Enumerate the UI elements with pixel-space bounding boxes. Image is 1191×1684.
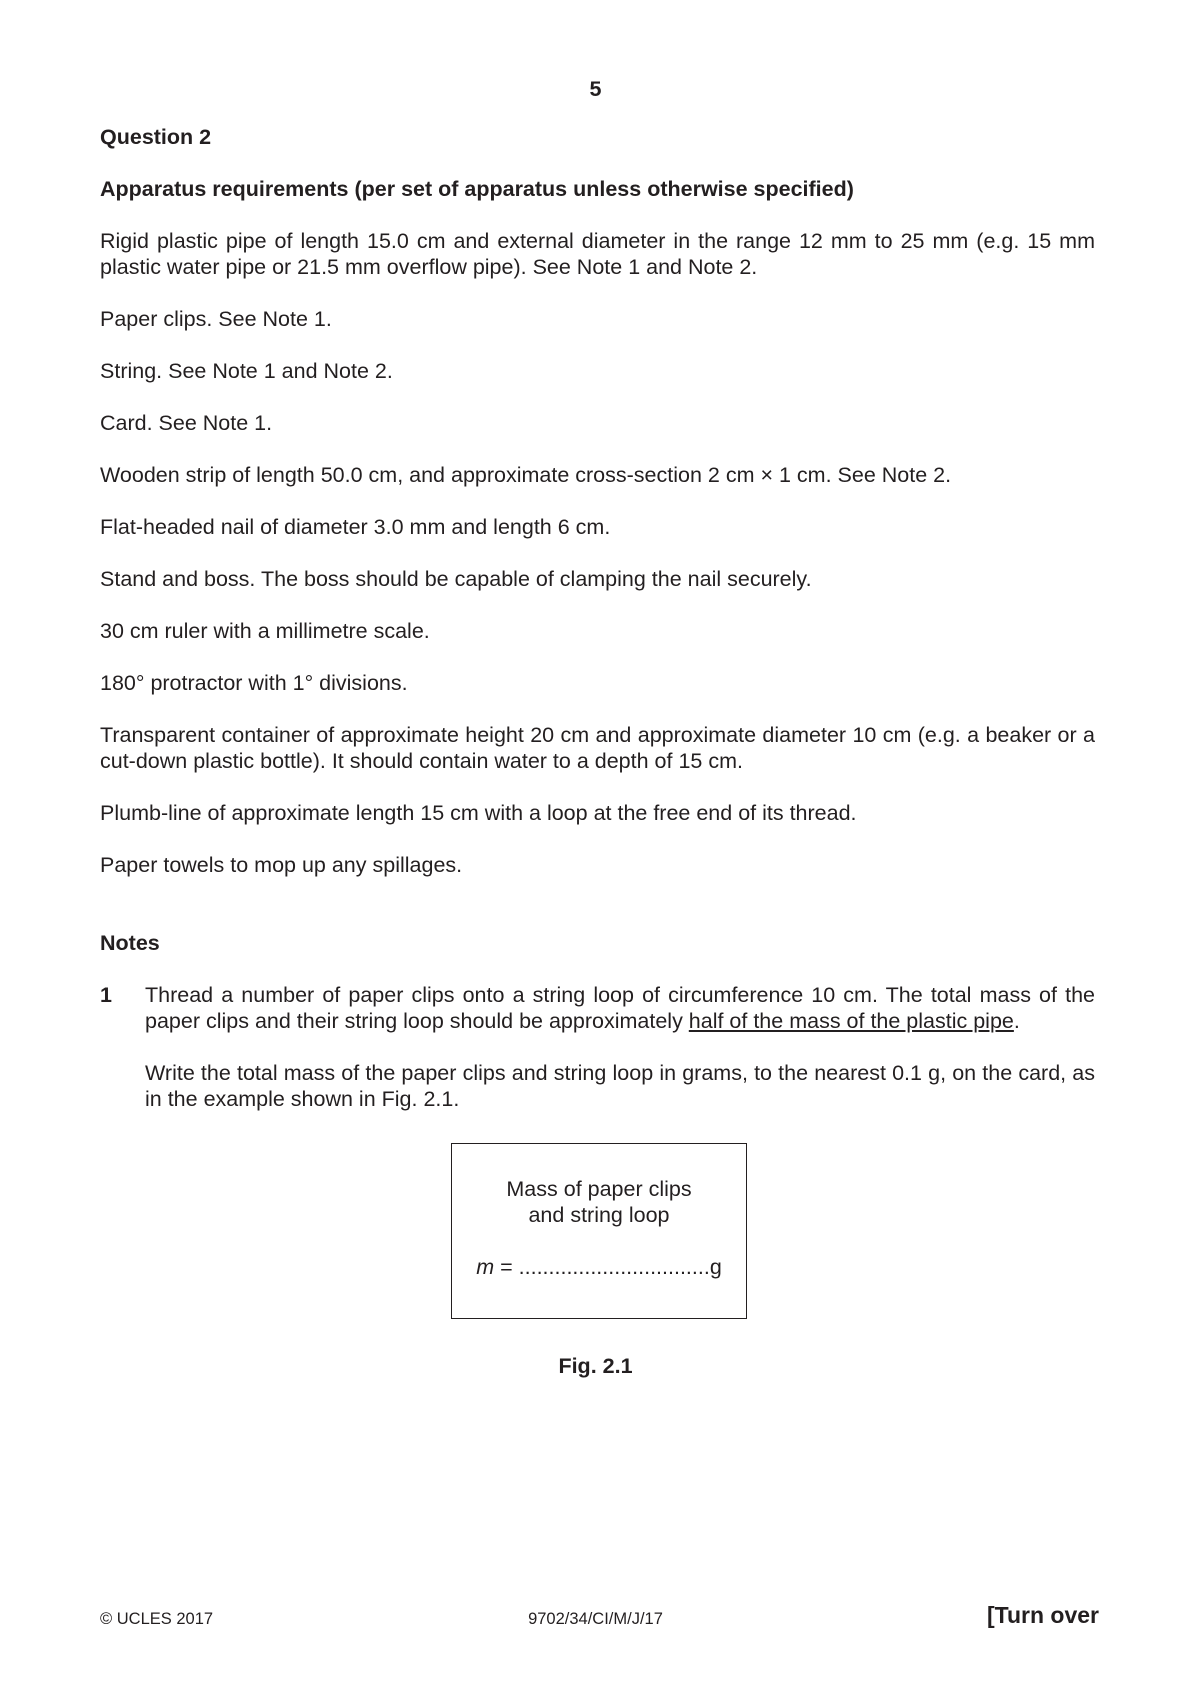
apparatus-item-paper-towels: Paper towels to mop up any spillages. <box>100 853 463 877</box>
notes-heading: Notes <box>100 931 160 955</box>
apparatus-item-pipe: Rigid plastic pipe of length 15.0 cm and external diameter in the range 12 mm to 25 mm (e.g. 15 mm plastic water pipe or 21.5 mm overflow pipe). See Note 1 and Note 2. <box>100 229 1095 279</box>
note-1-underlined-text: half of the mass of the plastic pipe <box>688 1009 1014 1033</box>
note-1-text: Thread a number of paper clips onto a string loop of circumference 10 cm. The total mass of the paper clips and their string loop should be approximately <box>145 983 1095 1033</box>
note-1-paragraph-1 <box>145 982 1095 1034</box>
figure-mass-line <box>452 1254 746 1280</box>
apparatus-item-protractor: 180° protractor with 1° divisions. <box>100 671 408 695</box>
note-number: 1 <box>100 983 112 1007</box>
apparatus-item-paper-clips: Paper clips. See Note 1. <box>100 307 332 331</box>
figure-caption: Fig. 2.1 <box>558 1354 633 1378</box>
apparatus-item-nail: Flat-headed nail of diameter 3.0 mm and length 6 cm. <box>100 515 611 539</box>
footer-copyright: © UCLES 2017 <box>100 1610 214 1628</box>
footer-paper-code: 9702/34/CI/M/J/17 <box>528 1610 663 1628</box>
apparatus-item-wooden-strip: Wooden strip of length 50.0 cm, and approximate cross-section 2 cm × 1 cm. See Note 2. <box>100 463 952 487</box>
apparatus-item-stand-boss: Stand and boss. The boss should be capable of clamping the nail securely. <box>100 567 812 591</box>
footer-turn-over: [Turn over <box>986 1602 1099 1628</box>
mass-unit: g <box>709 1255 722 1279</box>
figure-line-2: and string loop <box>528 1203 670 1227</box>
apparatus-item-plumb-line: Plumb-line of approximate length 15 cm with a loop at the free end of its thread. <box>100 801 857 825</box>
question-heading: Question 2 <box>100 125 212 149</box>
apparatus-item-string: String. See Note 1 and Note 2. <box>100 359 393 383</box>
page-number: 5 <box>589 77 602 101</box>
answer-dots: ................................ <box>518 1255 710 1279</box>
apparatus-item-card: Card. See Note 1. <box>100 411 273 435</box>
equals-sign: = <box>494 1255 519 1279</box>
apparatus-heading: Apparatus requirements (per set of apparatus unless otherwise specified) <box>100 177 854 201</box>
apparatus-item-ruler: 30 cm ruler with a millimetre scale. <box>100 619 430 643</box>
mass-variable: m <box>476 1255 495 1279</box>
figure-card <box>451 1143 747 1319</box>
note-1-paragraph-2: Write the total mass of the paper clips and string loop in grams, to the nearest 0.1 g, on the card, as in the example shown in Fig. 2.1. <box>145 1061 1095 1111</box>
apparatus-item-container: Transparent container of approximate height 20 cm and approximate diameter 10 cm (e.g. a beaker or a cut-down plastic bottle). It should contain water to a depth of 15 cm. <box>100 723 1095 773</box>
note-1-period: . <box>1013 1009 1020 1033</box>
figure-line-1: Mass of paper clips <box>506 1177 692 1201</box>
